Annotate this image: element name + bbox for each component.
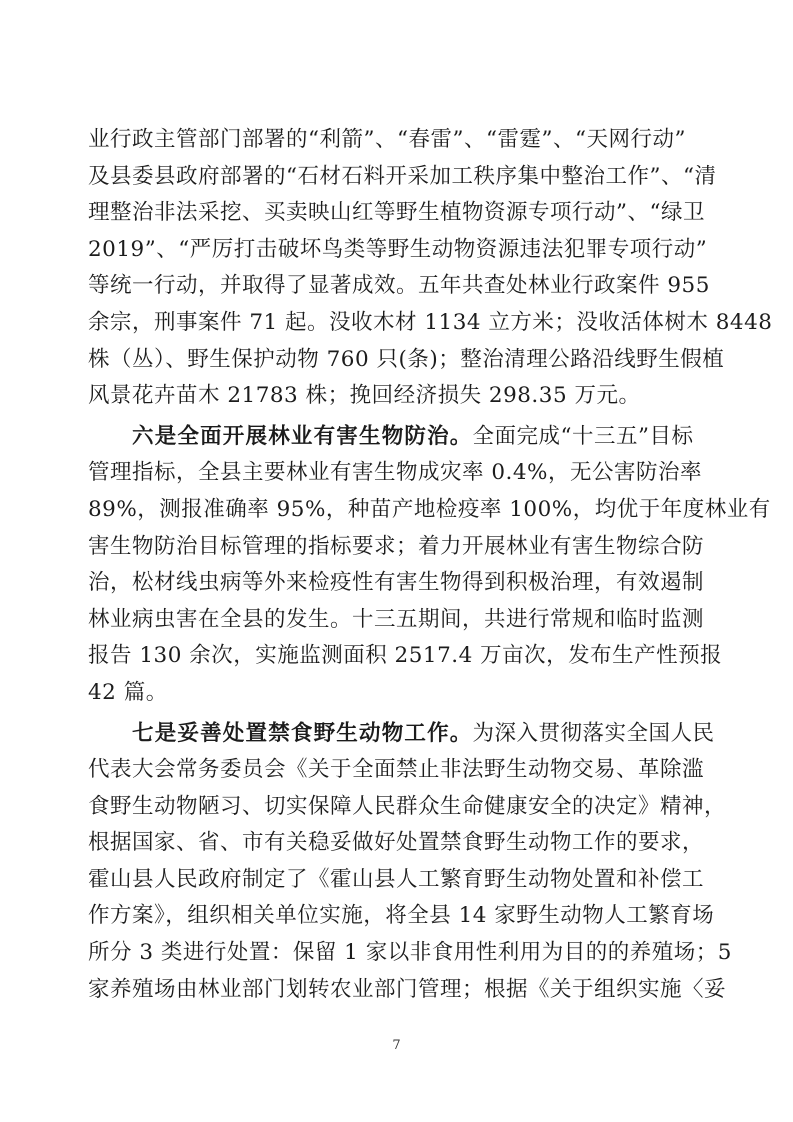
text-line: 治，松材线虫病等外来检疫性有害生物得到积极治理，有效遏制 bbox=[88, 570, 705, 596]
text-line: 株（丛）、野生保护动物 760 只(条)；整治清理公路沿线野生假植 bbox=[88, 346, 725, 372]
paragraph-first-line bbox=[88, 419, 692, 456]
body-text bbox=[88, 122, 773, 1008]
paragraph-first-line bbox=[88, 716, 715, 753]
text-line: 报告 130 余次，实施监测面积 2517.4 万亩次，发布生产性预报 bbox=[88, 643, 723, 669]
text-line: 等统一行动，并取得了显著成效。五年共查处林业行政案件 955 bbox=[88, 273, 710, 299]
text-line: 害生物防治目标管理的指标要求；着力开展林业有害生物综合防 bbox=[88, 533, 705, 559]
text-line: 2019”、“严厉打击破坏鸟类等野生动物资源违法犯罪专项行动” bbox=[88, 236, 708, 262]
text-line: 理整治非法采挖、买卖映山红等野生植物资源专项行动”、“绿卫 bbox=[88, 200, 705, 226]
text-line: 所分 3 类进行处置：保留 1 家以非食用性利用为目的的养殖场；5 bbox=[88, 940, 732, 966]
text-line: 根据国家、省、市有关稳妥做好处置禁食野生动物工作的要求， bbox=[88, 830, 705, 856]
section-heading: 七是妥善处置禁食野生动物工作。 bbox=[132, 720, 473, 746]
text-line: 霍山县人民政府制定了《霍山县人工繁育野生动物处置和补偿工 bbox=[88, 866, 705, 892]
page-number: 7 bbox=[392, 1038, 401, 1053]
text-span: 为深入贯彻落实全国人民 bbox=[472, 720, 715, 746]
text-line: 代表大会常务委员会《关于全面禁止非法野生动物交易、革除滥 bbox=[88, 757, 705, 783]
text-line: 食野生动物陋习、切实保障人民群众生命健康安全的决定》精神， bbox=[88, 793, 727, 819]
text-line: 林业病虫害在全县的发生。十三五期间，共进行常规和临时监测 bbox=[88, 606, 705, 632]
text-line: 风景花卉苗木 21783 株；挽回经济损失 298.35 万元。 bbox=[88, 383, 641, 409]
text-line: 89%，测报准确率 95%，种苗产地检疫率 100%，均优于年度林业有 bbox=[88, 496, 771, 522]
text-line: 作方案》，组织相关单位实施，将全县 14 家野生动物人工繁育场 bbox=[88, 903, 715, 929]
text-line: 管理指标，全县主要林业有害生物成灾率 0.4%，无公害防治率 bbox=[88, 460, 702, 486]
text-line: 家养殖场由林业部门划转农业部门管理；根据《关于组织实施〈妥 bbox=[88, 976, 727, 1002]
text-line: 业行政主管部门部署的“利箭”、“春雷”、“雷霆”、“天网行动” bbox=[88, 127, 686, 152]
text-span: 全面完成“十三五”目标 bbox=[472, 423, 694, 449]
section-heading: 六是全面开展林业有害生物防治。 bbox=[132, 423, 473, 449]
text-line: 42 篇。 bbox=[88, 679, 168, 705]
text-line: 及县委县政府部署的“石材石料开采加工秩序集中整治工作”、“清 bbox=[88, 163, 717, 189]
text-line: 余宗，刑事案件 71 起。没收木材 1134 立方米；没收活体树木 8448 bbox=[88, 309, 773, 335]
